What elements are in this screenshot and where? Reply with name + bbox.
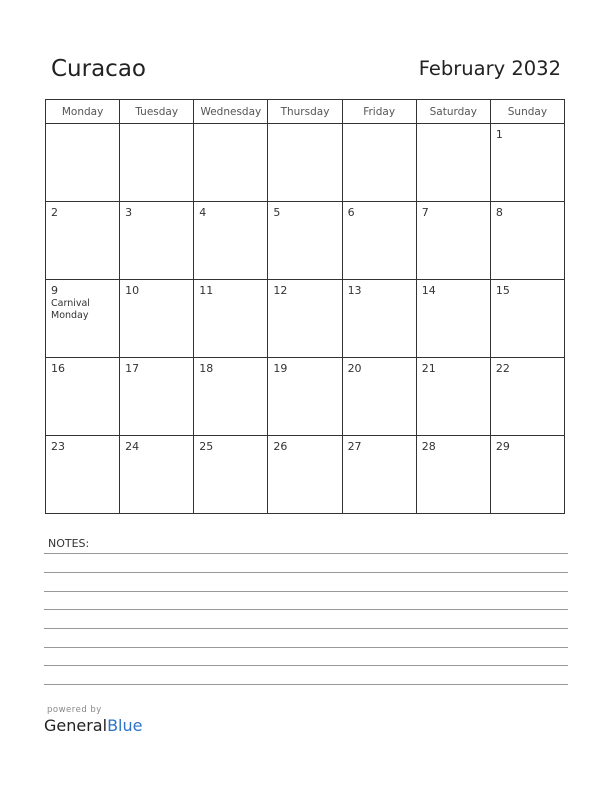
day-number: 24 (125, 440, 140, 453)
notes-line (44, 553, 568, 554)
day-cell (342, 124, 416, 202)
day-number (268, 124, 341, 128)
brand-blue: Blue (107, 716, 143, 735)
day-number: 15 (495, 284, 510, 297)
day-cell (120, 202, 194, 280)
day-number (120, 124, 193, 128)
day-cell (342, 202, 416, 280)
day-number: 27 (347, 440, 362, 453)
day-cell (46, 358, 120, 436)
day-number: 19 (273, 362, 288, 375)
day-number: 11 (199, 284, 214, 297)
day-cell (194, 436, 268, 514)
day-cell (268, 358, 342, 436)
day-cell (490, 358, 564, 436)
day-number: 6 (347, 206, 355, 219)
weekday-header: Saturday (416, 100, 490, 124)
notes-label: NOTES: (48, 537, 90, 550)
generalblue-logo[interactable] (44, 716, 142, 735)
day-cell (194, 280, 268, 358)
day-cell (416, 124, 490, 202)
notes-line (44, 609, 568, 610)
week-row (46, 202, 565, 280)
day-number: 1 (495, 128, 503, 141)
holiday-label: Carnival Monday (51, 298, 90, 321)
notes-line (44, 591, 568, 592)
day-number: 12 (273, 284, 288, 297)
day-number: 25 (199, 440, 214, 453)
day-number: 17 (125, 362, 140, 375)
day-cell (268, 436, 342, 514)
calendar-title: Curacao (51, 56, 146, 82)
day-cell (342, 358, 416, 436)
day-number (417, 124, 490, 128)
day-cell (194, 202, 268, 280)
day-number: 8 (495, 206, 503, 219)
day-cell (342, 280, 416, 358)
day-cell (46, 202, 120, 280)
day-number (343, 124, 416, 128)
day-number: 5 (273, 206, 281, 219)
day-cell (416, 358, 490, 436)
day-cell (120, 358, 194, 436)
week-row (46, 358, 565, 436)
day-number: 2 (51, 206, 58, 219)
day-cell (194, 358, 268, 436)
day-number: 7 (421, 206, 429, 219)
day-cell (120, 280, 194, 358)
day-number: 20 (347, 362, 362, 375)
day-cell (268, 124, 342, 202)
day-number: 14 (421, 284, 436, 297)
day-number: 3 (125, 206, 133, 219)
day-number: 28 (421, 440, 436, 453)
day-number: 4 (199, 206, 207, 219)
week-row (46, 436, 565, 514)
day-cell (490, 436, 564, 514)
day-cell (194, 124, 268, 202)
day-cell (490, 280, 564, 358)
notes-line (44, 572, 568, 573)
day-cell (120, 124, 194, 202)
day-cell (46, 436, 120, 514)
day-cell (120, 436, 194, 514)
day-number (46, 124, 119, 128)
day-cell (416, 202, 490, 280)
calendar-grid (45, 99, 565, 514)
weekday-header: Thursday (268, 100, 342, 124)
powered-by-text: powered by (47, 705, 102, 715)
notes-line (44, 665, 568, 666)
notes-line (44, 684, 568, 685)
day-cell (46, 124, 120, 202)
day-number: 9 (51, 284, 58, 297)
day-cell (268, 280, 342, 358)
calendar-month: February 2032 (418, 57, 561, 80)
day-cell (490, 202, 564, 280)
day-number: 21 (421, 362, 436, 375)
weekday-header: Wednesday (194, 100, 268, 124)
day-cell (342, 436, 416, 514)
day-number: 13 (347, 284, 362, 297)
weekday-header: Sunday (490, 100, 564, 124)
week-row (46, 280, 565, 358)
day-cell (416, 436, 490, 514)
notes-line (44, 647, 568, 648)
day-number: 16 (51, 362, 65, 375)
week-row (46, 124, 565, 202)
weekday-header: Tuesday (120, 100, 194, 124)
day-number: 22 (495, 362, 510, 375)
weekday-header-row (46, 100, 565, 124)
weekday-header: Friday (342, 100, 416, 124)
day-number: 10 (125, 284, 140, 297)
day-number (194, 124, 267, 128)
brand-general: General (44, 716, 108, 735)
day-cell (490, 124, 564, 202)
notes-line (44, 628, 568, 629)
day-cell (268, 202, 342, 280)
day-number: 23 (51, 440, 65, 453)
day-cell (416, 280, 490, 358)
day-number: 29 (495, 440, 510, 453)
day-number: 26 (273, 440, 288, 453)
weekday-header: Monday (46, 100, 120, 124)
day-cell (46, 280, 120, 358)
day-number: 18 (199, 362, 214, 375)
